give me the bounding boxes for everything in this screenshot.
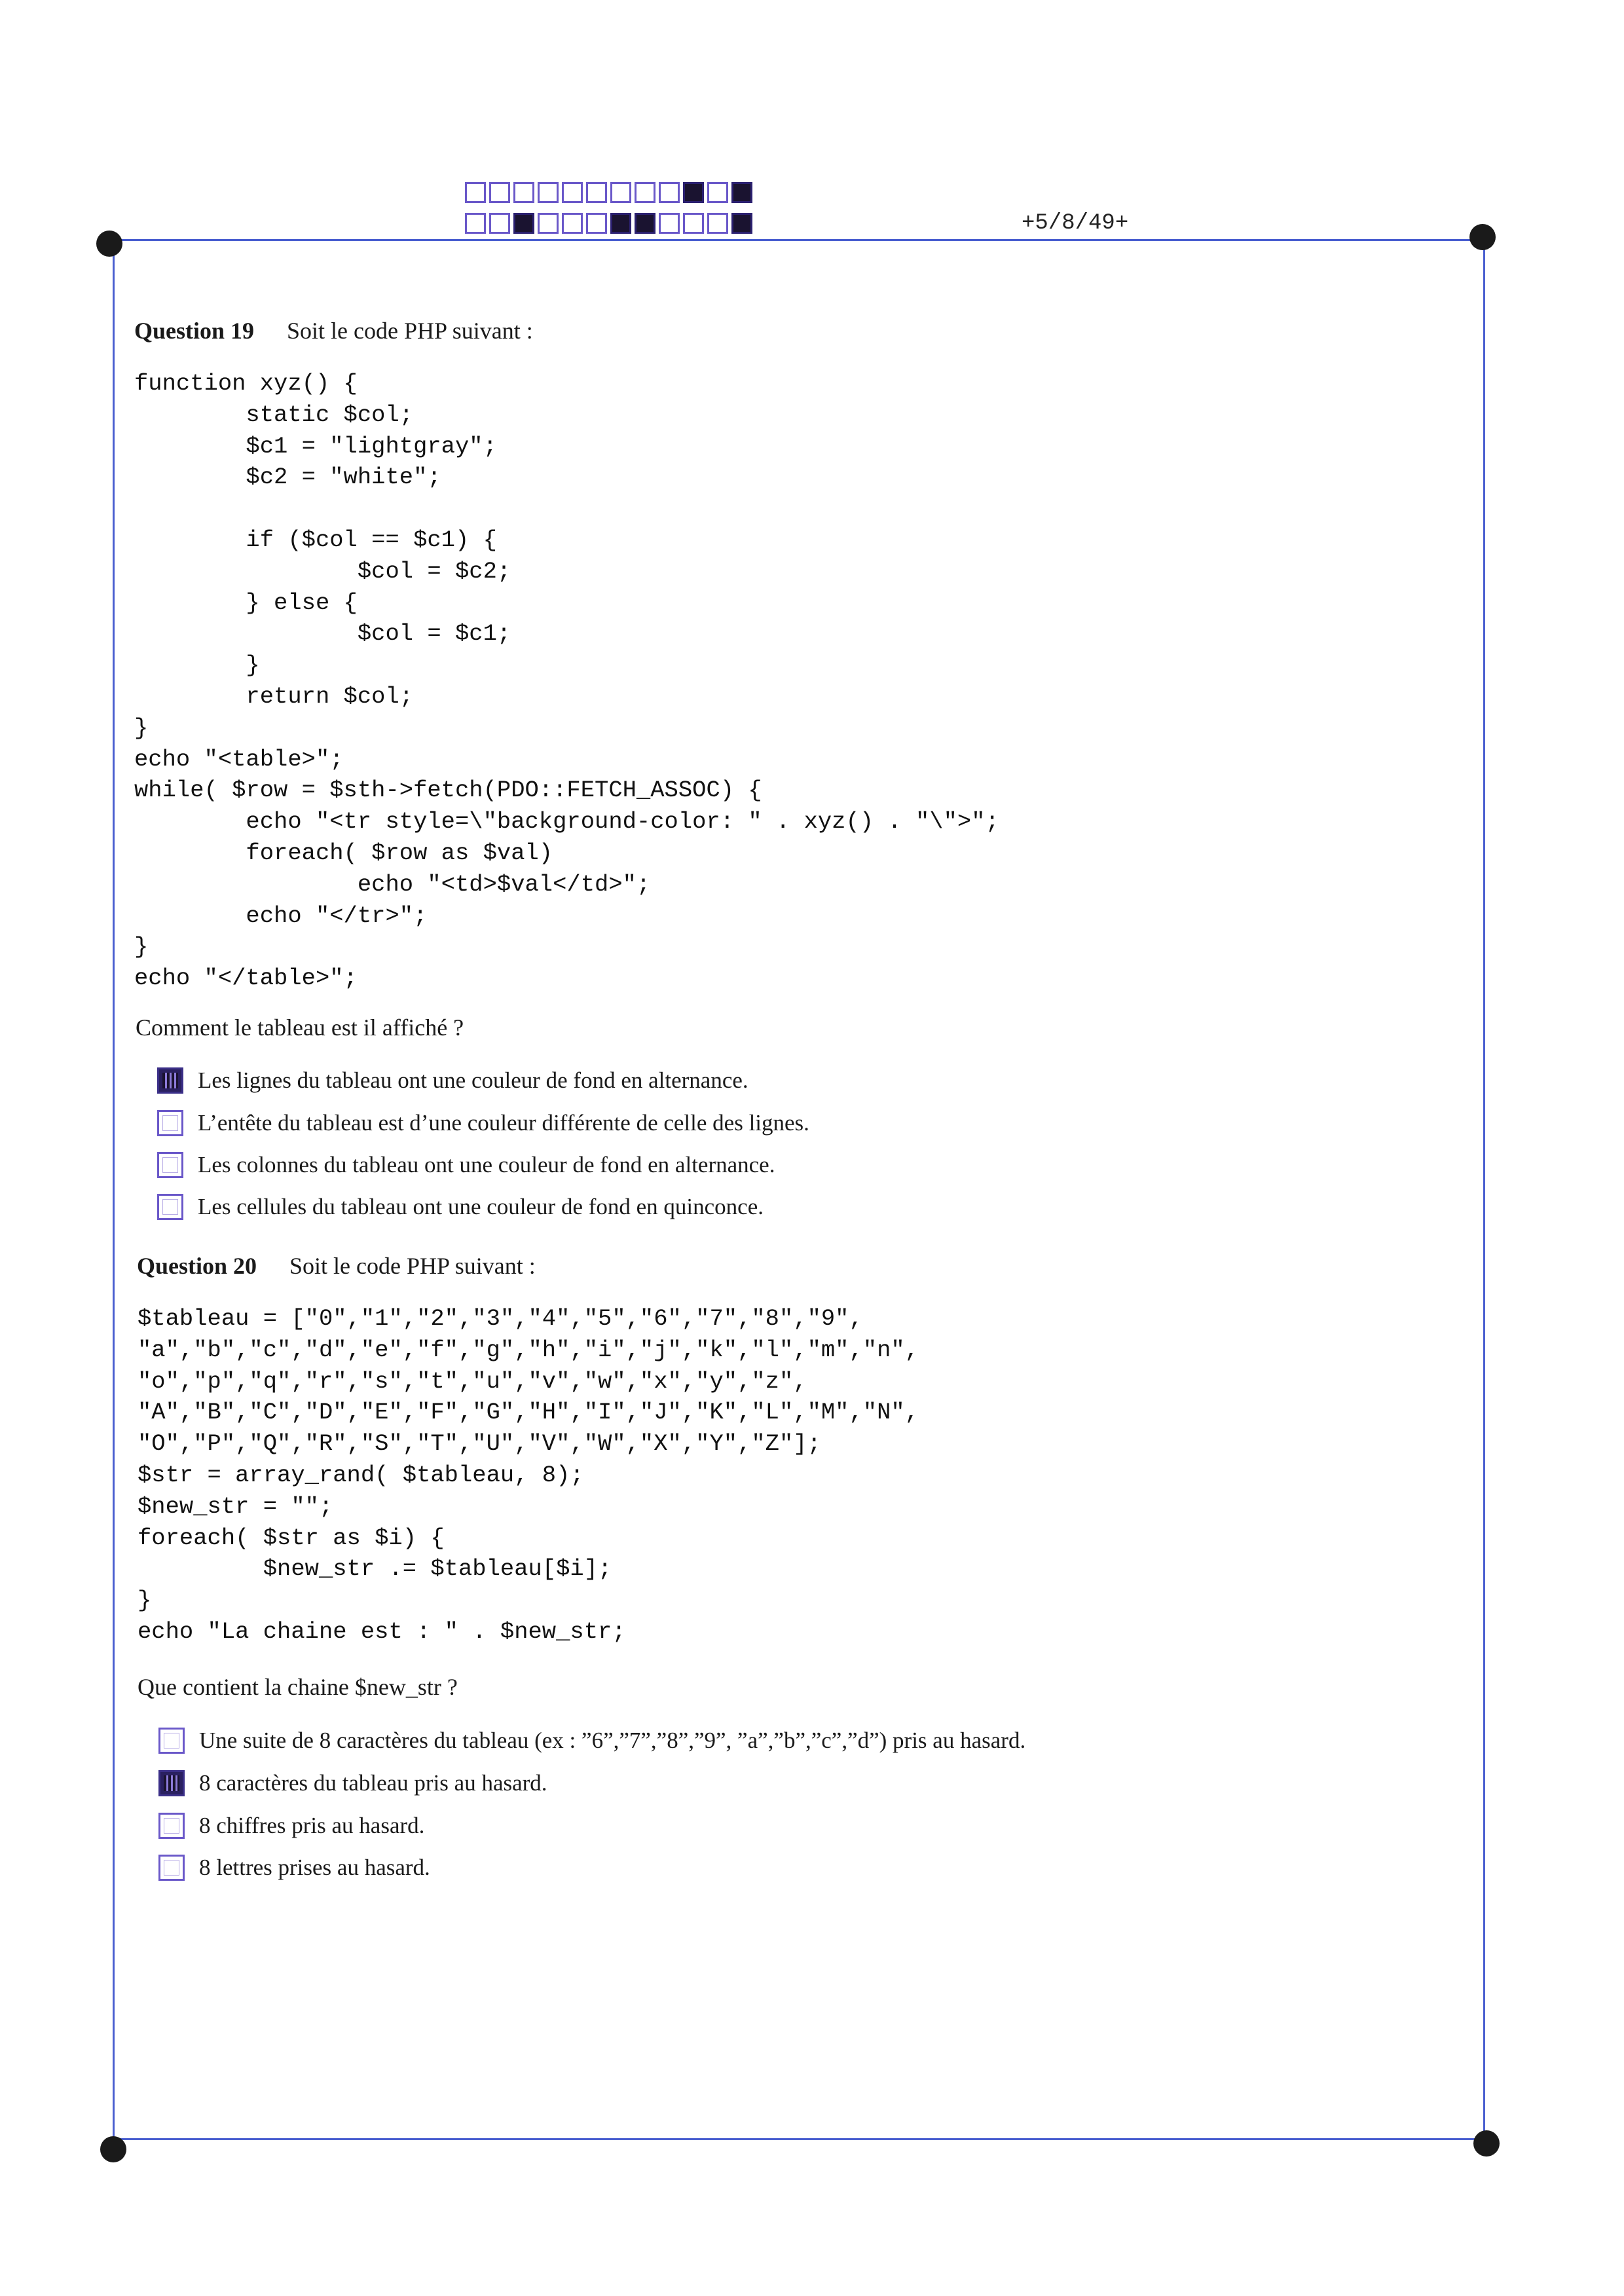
- question-20-code: $tableau = ["0","1","2","3","4","5","6","7","8","9", "a","b","c","d","e","f","g","h","i","j","k","l","m","n", "o","p","q","r","s","t","u","v","w","x","y","z", "A","B","C","D","E","F","G","H","I","J","K","L","M","N", "O","P","Q","R","S","T","U","V","W","X","Y","Z"]; $str = array_rand( $tableau, 8); $new_str = ""; foreach( $str as $i) { $new_str .= $tableau[$i]; } echo "La chaine est : " . $new_str;: [138, 1305, 919, 1645]
- id-box: [707, 213, 728, 234]
- q19-answer-1-checkbox[interactable]: [157, 1067, 183, 1094]
- question-19-number: Question 19: [134, 318, 255, 344]
- q20-answer-4-checkbox[interactable]: [158, 1855, 185, 1881]
- q19-answer-4-checkbox[interactable]: [157, 1194, 183, 1220]
- q20-answer-1-label: Une suite de 8 caractères du tableau (ex : ”6”,”7”,”8”,”9”, ”a”,”b”,”c”,”d”) pris au hasard.: [199, 1728, 1026, 1753]
- q19-answer-3-checkbox[interactable]: [157, 1152, 183, 1178]
- id-box: [731, 213, 752, 234]
- id-box-row-2: [465, 213, 756, 234]
- id-box: [465, 213, 486, 234]
- id-box: [489, 213, 510, 234]
- q20-answer-2[interactable]: [158, 1770, 547, 1796]
- id-box: [538, 213, 559, 234]
- id-box: [465, 182, 486, 203]
- q20-answer-4[interactable]: [158, 1855, 430, 1881]
- id-box: [586, 213, 607, 234]
- q19-answer-1[interactable]: [157, 1067, 748, 1094]
- q19-answer-2-checkbox[interactable]: [157, 1110, 183, 1136]
- id-box: [538, 182, 559, 203]
- id-box-row-1: [465, 182, 756, 203]
- q20-answer-1[interactable]: [158, 1728, 1025, 1754]
- q19-answer-4-label: Les cellules du tableau ont une couleur de fond en quinconce.: [198, 1194, 764, 1219]
- q20-answer-2-label: 8 caractères du tableau pris au hasard.: [199, 1770, 547, 1796]
- id-box: [562, 182, 583, 203]
- page-identifier: +5/8/49+: [1022, 211, 1129, 236]
- id-box: [562, 213, 583, 234]
- frame-left-line: [113, 242, 115, 2141]
- q20-answer-3-checkbox[interactable]: [158, 1813, 185, 1839]
- q20-answer-2-checkbox[interactable]: [158, 1770, 185, 1796]
- question-19-header: [134, 317, 533, 344]
- frame-top-line: [110, 239, 1485, 241]
- q19-answer-3[interactable]: [157, 1152, 775, 1178]
- id-box: [610, 182, 631, 203]
- question-20-header: [137, 1252, 536, 1280]
- corner-marker-top-right: [1469, 224, 1496, 250]
- id-box: [659, 182, 680, 203]
- question-20-prompt: Que contient la chaine $new_str ?: [138, 1674, 458, 1700]
- question-19-code: function xyz() { static $col; $c1 = "lightgray"; $c2 = "white"; if ($col == $c1) { $col = $c2; } else { $col = $c1; } return $col; } echo "<table>"; while( $row = $sth->fetch(PDO::FETCH_ASSOC) { echo "<tr style=\"background-color: " . xyz() . "\">"; foreach( $row as $val) echo "<td>$val</td>"; echo "</tr>"; } echo "</table>";: [134, 370, 999, 992]
- corner-marker-top-left: [96, 231, 122, 257]
- corner-marker-bottom-left: [100, 2136, 126, 2162]
- q19-answer-3-label: Les colonnes du tableau ont une couleur de fond en alternance.: [198, 1152, 775, 1177]
- id-box: [731, 182, 752, 203]
- id-box: [683, 182, 704, 203]
- id-box: [489, 182, 510, 203]
- id-box: [635, 182, 655, 203]
- id-box: [635, 213, 655, 234]
- q19-answer-4[interactable]: [157, 1194, 764, 1220]
- id-box: [707, 182, 728, 203]
- id-box: [610, 213, 631, 234]
- frame-bottom-line: [115, 2138, 1485, 2140]
- q19-answer-1-label: Les lignes du tableau ont une couleur de fond en alternance.: [198, 1067, 748, 1093]
- id-box: [683, 213, 704, 234]
- id-box: [513, 213, 534, 234]
- q20-answer-3[interactable]: [158, 1813, 424, 1839]
- question-20-intro: Soit le code PHP suivant :: [289, 1253, 536, 1279]
- frame-right-line: [1483, 239, 1485, 2141]
- id-box: [513, 182, 534, 203]
- q19-answer-2[interactable]: [157, 1110, 809, 1136]
- corner-marker-bottom-right: [1473, 2130, 1500, 2157]
- question-19-prompt: Comment le tableau est il affiché ?: [136, 1014, 464, 1041]
- q20-answer-4-label: 8 lettres prises au hasard.: [199, 1855, 430, 1880]
- id-box: [659, 213, 680, 234]
- q19-answer-2-label: L’entête du tableau est d’une couleur différente de celle des lignes.: [198, 1110, 809, 1136]
- question-19-intro: Soit le code PHP suivant :: [287, 318, 533, 344]
- q20-answer-3-label: 8 chiffres pris au hasard.: [199, 1813, 425, 1838]
- question-20-number: Question 20: [137, 1253, 257, 1279]
- q20-answer-1-checkbox[interactable]: [158, 1728, 185, 1754]
- id-box: [586, 182, 607, 203]
